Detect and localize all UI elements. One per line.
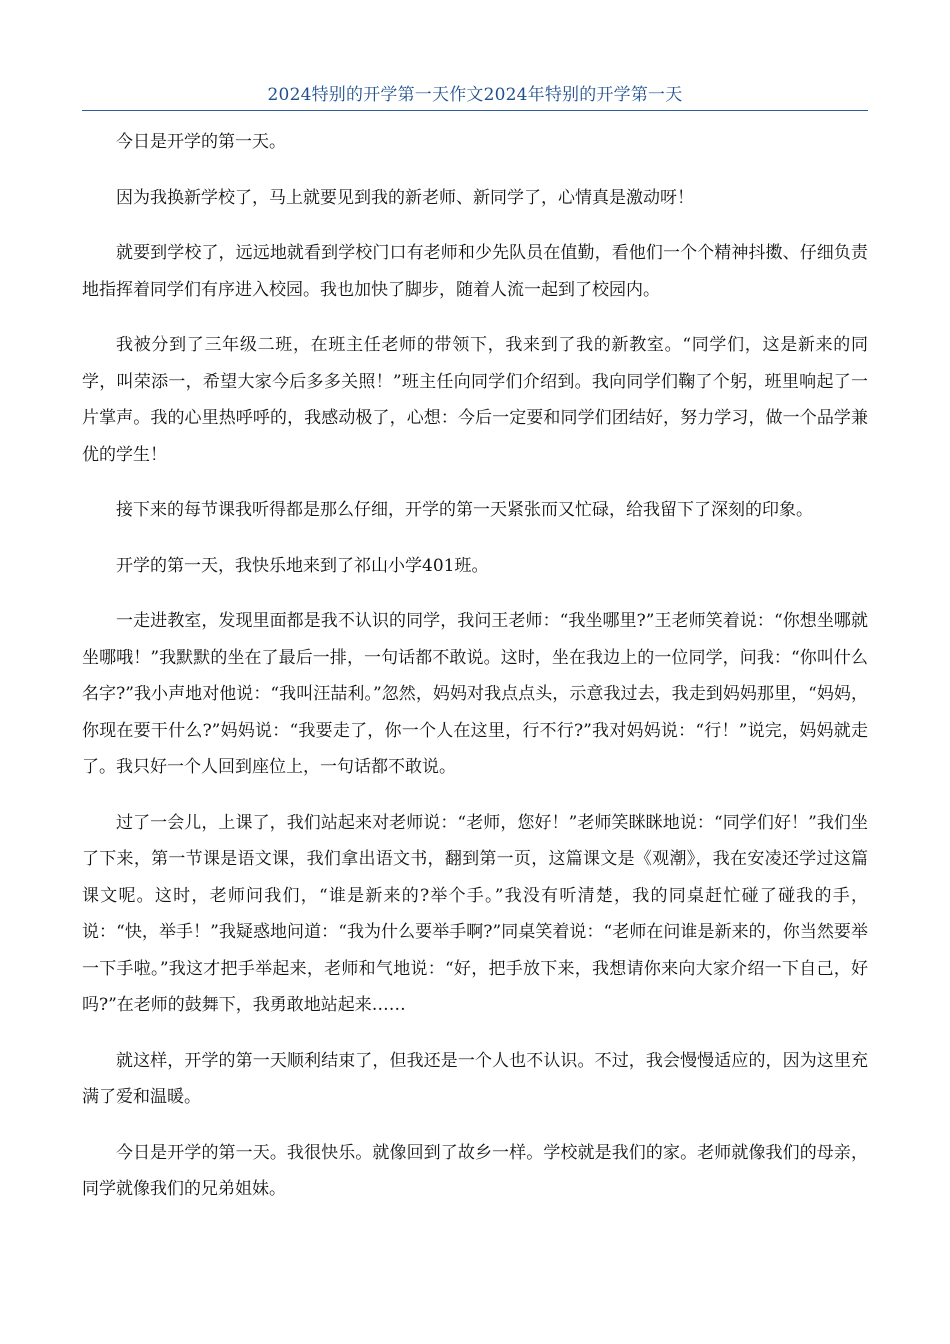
paragraph-3: 就要到学校了，远远地就看到学校门口有老师和少先队员在值勤，看他们一个个精神抖擞、仔细负责地指挥着同学们有序进入校园。我也加快了脚步，随着人流一起到了校园内。	[82, 243, 868, 300]
paragraph-9: 就这样，开学的第一天顺利结束了，但我还是一个人也不认识。不过，我会慢慢适应的，因为这里充满了爱和温暖。	[82, 1050, 868, 1107]
paragraph-8: 过了一会儿，上课了，我们站起来对老师说：“老师，您好！”老师笑眯眯地说：“同学们好！”我们坐了下来，第一节课是语文课，我们拿出语文书，翻到第一页，这篇课文是《观潮》，我在安凌还学过这篇课文呢。这时，老师问我们，“谁是新来的?举个手。”我没有听清楚，我的同桌赶忙碰了碰我的手，说：“快，举手！”我疑惑地问道：“我为什么要举手啊?”同桌笑着说：“老师在问谁是新来的，你当然要举一下手啦。”我这才把手举起来，老师和气地说：“好，把手放下来，我想请你来向大家介绍一下自己，好吗?”在老师的鼓舞下，我勇敢地站起来……	[82, 812, 868, 1015]
paragraph-7: 一走进教室，发现里面都是我不认识的同学，我问王老师：“我坐哪里?”王老师笑着说：“你想坐哪就坐哪哦！”我默默的坐在了最后一排，一句话都不敢说。这时，坐在我边上的一位同学，问我：“你叫什么名字?”我小声地对他说：“我叫汪喆利。”忽然，妈妈对我点点头，示意我过去，我走到妈妈那里，“妈妈，你现在要干什么?”妈妈说：“我要走了，你一个人在这里，行不行?”我对妈妈说：“行！”说完，妈妈就走了。我只好一个人回到座位上，一句话都不敢说。	[82, 611, 868, 777]
paragraph-10: 今日是开学的第一天。我很快乐。就像回到了故乡一样。学校就是我们的家。老师就像我们的母亲，同学就像我们的兄弟姐妹。	[82, 1142, 868, 1199]
page-header	[82, 84, 868, 111]
paragraph-2: 因为我换新学校了，马上就要见到我的新老师、新同学了，心情真是激动呀！	[116, 187, 694, 208]
document-title: 2024特别的开学第一天作文2024年特别的开学第一天	[267, 85, 683, 105]
paragraph-1: 今日是开学的第一天。	[116, 132, 286, 152]
paragraph-5: 接下来的每节课我听得都是那么仔细，开学的第一天紧张而又忙碌，给我留下了深刻的印象。	[116, 500, 813, 520]
paragraph-4: 我被分到了三年级二班，在班主任老师的带领下，我来到了我的新教室。“同学们，这是新来的同学，叫荣添一，希望大家今后多多关照！”班主任向同学们介绍到。我向同学们鞠了个躬，班里响起了一片掌声。我的心里热呼呼的，我感动极了，心想：今后一定要和同学们团结好，努力学习，做一个品学兼优的学生！	[82, 335, 868, 465]
paragraph-6: 开学的第一天，我快乐地来到了祁山小学401班。	[116, 555, 489, 576]
document-body	[82, 124, 868, 1227]
